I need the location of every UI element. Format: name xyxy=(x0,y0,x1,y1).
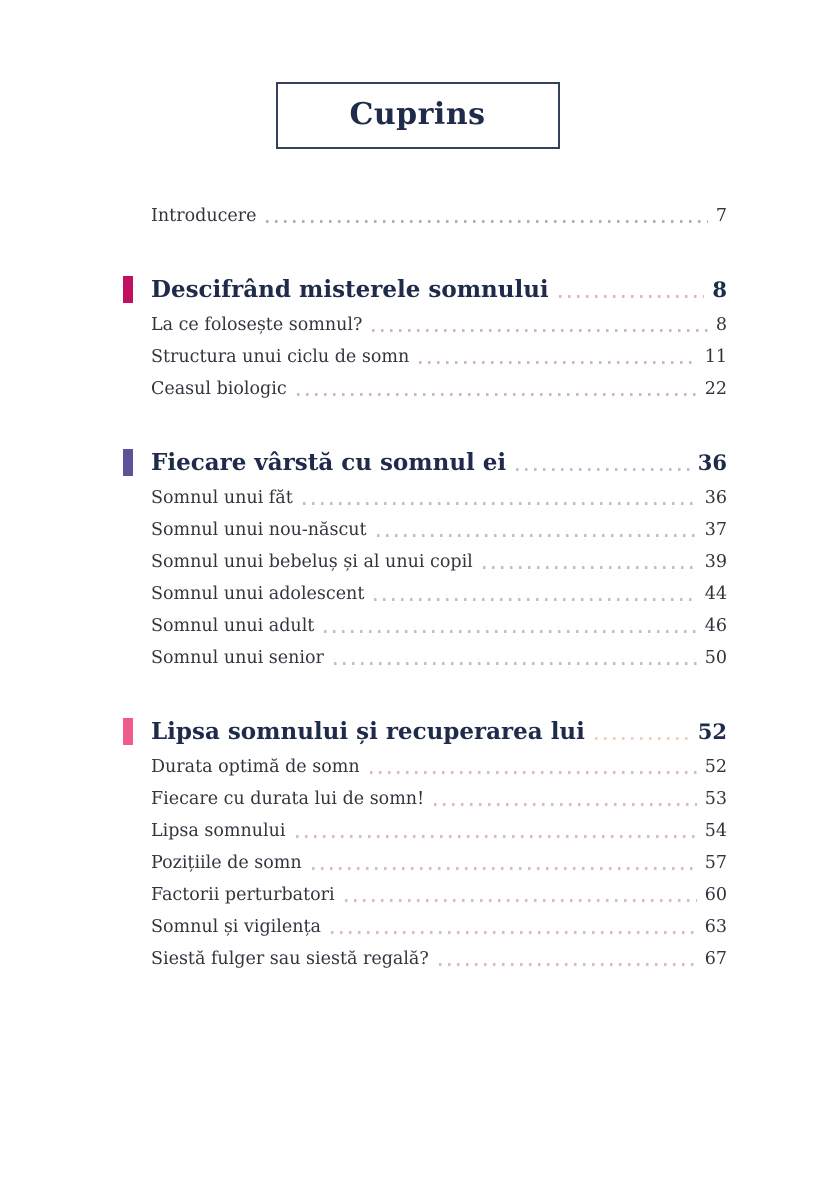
toc-entry-label: Durata optimă de somn xyxy=(151,757,360,777)
table-of-contents xyxy=(123,205,727,970)
toc-entry-label: Somnul unui nou-născut xyxy=(151,520,367,540)
toc-page-number: 37 xyxy=(704,520,727,540)
dot-leader xyxy=(303,502,697,505)
section-heading xyxy=(123,717,727,747)
dot-leader xyxy=(439,963,697,966)
section-page-number: 52 xyxy=(697,719,727,744)
toc-entry-label: Somnul unui adolescent xyxy=(151,584,365,604)
toc-page-number: 46 xyxy=(704,616,727,636)
toc-entry-label: Introducere xyxy=(151,206,257,226)
toc-entry xyxy=(123,916,727,938)
toc-entry-label: Fiecare cu durata lui de somn! xyxy=(151,789,425,809)
toc-entry-introducere xyxy=(123,205,727,227)
toc-page-number: 8 xyxy=(715,315,727,335)
toc-page-number: 67 xyxy=(704,949,727,969)
dot-leader xyxy=(559,295,705,298)
toc-entry xyxy=(123,948,727,970)
toc-entry-label: Ceasul biologic xyxy=(151,379,287,399)
toc-entry-label: Factorii perturbatori xyxy=(151,885,335,905)
section-title: Descifrând misterele somnului xyxy=(151,276,549,303)
toc-section-1 xyxy=(123,275,727,400)
toc-section-2 xyxy=(123,448,727,669)
toc-entry-label: Somnul unui făt xyxy=(151,488,293,508)
toc-entry xyxy=(123,583,727,605)
toc-entry-label: La ce folosește somnul? xyxy=(151,315,363,335)
dot-leader xyxy=(296,835,697,838)
dot-leader xyxy=(483,566,697,569)
toc-entry xyxy=(123,647,727,669)
toc-page-number: 11 xyxy=(704,347,727,367)
dot-leader xyxy=(334,662,697,665)
toc-page-number: 50 xyxy=(704,648,727,668)
toc-entry-label: Somnul unui bebeluș și al unui copil xyxy=(151,552,473,572)
toc-page-number: 44 xyxy=(704,584,727,604)
dot-leader xyxy=(374,598,696,601)
toc-page-number: 54 xyxy=(704,821,727,841)
dot-leader xyxy=(372,329,707,332)
toc-entry xyxy=(123,487,727,509)
section-accent-bar xyxy=(123,449,133,476)
dot-leader xyxy=(266,220,707,223)
section-heading xyxy=(123,275,727,305)
dot-leader xyxy=(297,393,697,396)
dot-leader xyxy=(595,737,690,740)
dot-leader xyxy=(419,361,696,364)
toc-entry-label: Somnul unui senior xyxy=(151,648,324,668)
toc-entry xyxy=(123,378,727,400)
toc-page-number: 22 xyxy=(704,379,727,399)
section-page-number: 36 xyxy=(697,450,727,475)
toc-entry-label: Lipsa somnului xyxy=(151,821,286,841)
toc-entry xyxy=(123,346,727,368)
toc-page-number: 52 xyxy=(704,757,727,777)
toc-entry xyxy=(123,852,727,874)
toc-section-3 xyxy=(123,717,727,970)
toc-entry xyxy=(123,820,727,842)
dot-leader xyxy=(370,771,697,774)
section-title: Lipsa somnului și recuperarea lui xyxy=(151,718,585,745)
toc-entry xyxy=(123,615,727,637)
toc-page-number: 53 xyxy=(704,789,727,809)
toc-page-number: 7 xyxy=(715,206,727,226)
section-heading xyxy=(123,448,727,478)
toc-entry-label: Siestă fulger sau siestă regală? xyxy=(151,949,429,969)
toc-entry xyxy=(123,519,727,541)
toc-page-number: 36 xyxy=(704,488,727,508)
dot-leader xyxy=(324,630,696,633)
toc-entry xyxy=(123,756,727,778)
section-accent-bar xyxy=(123,718,133,745)
toc-entry-label: Structura unui ciclu de somn xyxy=(151,347,410,367)
toc-page-number: 39 xyxy=(704,552,727,572)
section-accent-bar xyxy=(123,276,133,303)
section-page-number: 8 xyxy=(712,277,727,302)
toc-entry xyxy=(123,788,727,810)
dot-leader xyxy=(345,899,697,902)
toc-page-number: 63 xyxy=(704,917,727,937)
toc-entry xyxy=(123,884,727,906)
title-box xyxy=(276,82,560,149)
dot-leader xyxy=(434,803,697,806)
toc-entry xyxy=(123,551,727,573)
toc-entry-label: Somnul și vigilența xyxy=(151,917,321,937)
page-title: Cuprins xyxy=(349,97,486,132)
dot-leader xyxy=(377,534,697,537)
toc-entry xyxy=(123,314,727,336)
dot-leader xyxy=(516,468,690,471)
toc-entry-label: Pozițiile de somn xyxy=(151,853,302,873)
dot-leader xyxy=(312,867,697,870)
dot-leader xyxy=(331,931,697,934)
toc-page-number: 60 xyxy=(704,885,727,905)
section-title: Fiecare vârstă cu somnul ei xyxy=(151,449,507,476)
toc-page-number: 57 xyxy=(704,853,727,873)
toc-entry-label: Somnul unui adult xyxy=(151,616,315,636)
